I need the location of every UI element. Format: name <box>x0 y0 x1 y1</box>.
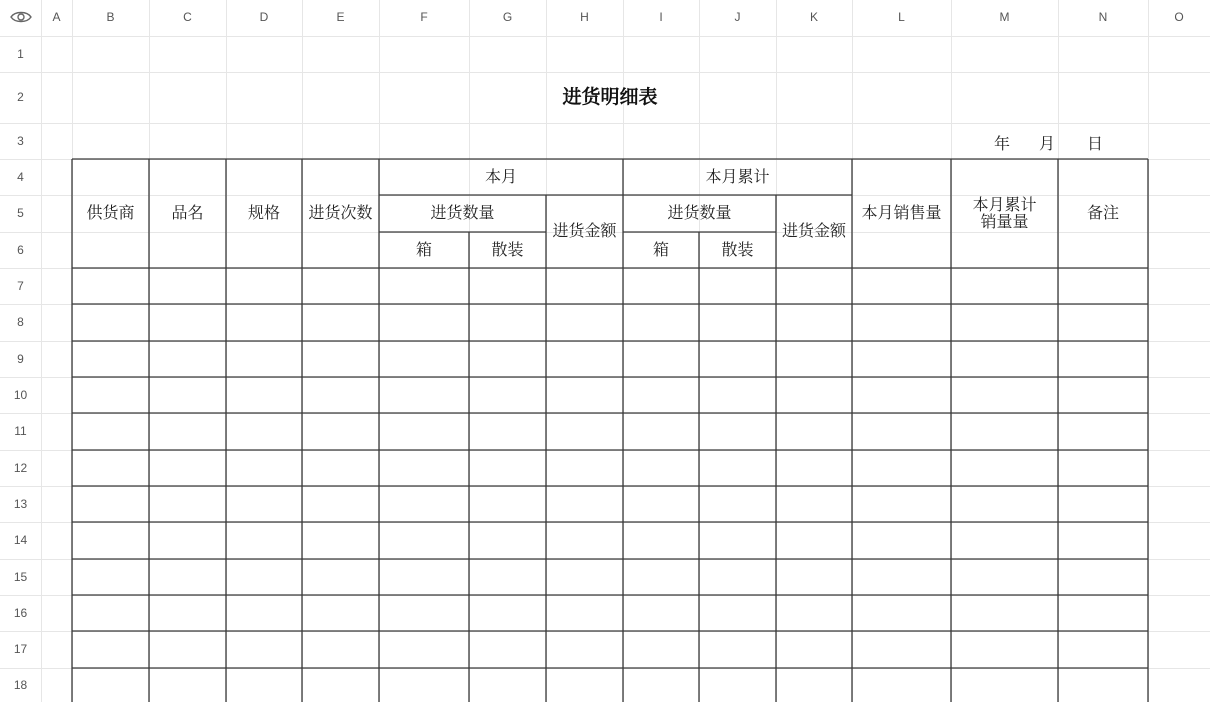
header-cumulative-sales-line1: 本月累计 <box>972 194 1037 214</box>
header-supplier[interactable]: 供货商 <box>86 203 135 223</box>
column-header-n[interactable]: N <box>1098 10 1108 24</box>
header-cumulative-loose[interactable]: 散装 <box>721 239 754 259</box>
row-header-14[interactable]: 14 <box>13 533 28 547</box>
row-header-2[interactable]: 2 <box>17 90 24 104</box>
row-header-4[interactable]: 4 <box>17 170 24 184</box>
column-header-b[interactable]: B <box>106 10 115 24</box>
column-header-k[interactable]: K <box>809 10 818 24</box>
row-header-18[interactable]: 18 <box>13 678 28 692</box>
row-header-10[interactable]: 10 <box>13 388 28 402</box>
date-month-label: 月 <box>1039 134 1056 153</box>
row-header-15[interactable]: 15 <box>13 570 28 584</box>
header-box[interactable]: 箱 <box>415 239 432 259</box>
row-header-1[interactable]: 1 <box>17 47 24 61</box>
header-monthly-sales[interactable]: 本月销售量 <box>861 203 942 223</box>
column-header-g[interactable]: G <box>502 10 513 24</box>
header-this-month-qty[interactable]: 进货数量 <box>430 203 495 223</box>
header-cumulative-sales-line2: 销量量 <box>980 211 1029 231</box>
header-cumulative-sales[interactable] <box>951 159 1058 268</box>
header-cumulative-amount[interactable]: 进货金额 <box>781 221 846 241</box>
sheet-title[interactable]: 进货明细表 <box>562 85 658 108</box>
row-header-6[interactable]: 6 <box>17 243 24 257</box>
header-this-month[interactable]: 本月 <box>484 166 517 186</box>
column-header-j[interactable]: J <box>734 10 741 24</box>
header-this-month-amount[interactable]: 进货金额 <box>552 221 617 241</box>
header-loose[interactable]: 散装 <box>491 239 524 259</box>
row-header-3[interactable]: 3 <box>17 134 24 148</box>
column-header-f[interactable]: F <box>420 10 428 24</box>
column-header-i[interactable]: I <box>659 10 663 24</box>
header-cumulative-box[interactable]: 箱 <box>652 239 669 259</box>
header-cumulative[interactable]: 本月累计 <box>705 166 770 186</box>
date-year-label: 年 <box>994 134 1011 153</box>
row-header-7[interactable]: 7 <box>17 279 24 293</box>
row-header-8[interactable]: 8 <box>17 315 24 329</box>
row-header-17[interactable]: 17 <box>13 642 28 656</box>
header-purchase-count[interactable]: 进货次数 <box>308 203 373 223</box>
eye-icon[interactable] <box>9 9 33 25</box>
header-spec[interactable]: 规格 <box>247 203 280 223</box>
date-day-label: 日 <box>1087 134 1104 153</box>
column-header-l[interactable]: L <box>898 10 905 24</box>
column-header-o[interactable]: O <box>1174 10 1184 24</box>
row-header-13[interactable]: 13 <box>13 497 28 511</box>
header-product-name[interactable]: 品名 <box>171 203 204 223</box>
header-cumulative-qty[interactable]: 进货数量 <box>667 203 732 223</box>
row-header-11[interactable]: 11 <box>14 424 27 438</box>
column-header-c[interactable]: C <box>183 10 192 24</box>
row-header-16[interactable]: 16 <box>13 606 28 620</box>
column-header-a[interactable]: A <box>52 10 61 24</box>
row-header-9[interactable]: 9 <box>17 352 24 366</box>
header-remarks[interactable]: 备注 <box>1086 203 1119 223</box>
column-header-h[interactable]: H <box>580 10 589 24</box>
column-header-e[interactable]: E <box>336 10 345 24</box>
column-header-m[interactable]: M <box>999 10 1010 24</box>
column-header-d[interactable]: D <box>259 10 269 24</box>
row-header-12[interactable]: 12 <box>13 461 28 475</box>
row-header-5[interactable]: 5 <box>17 206 24 220</box>
